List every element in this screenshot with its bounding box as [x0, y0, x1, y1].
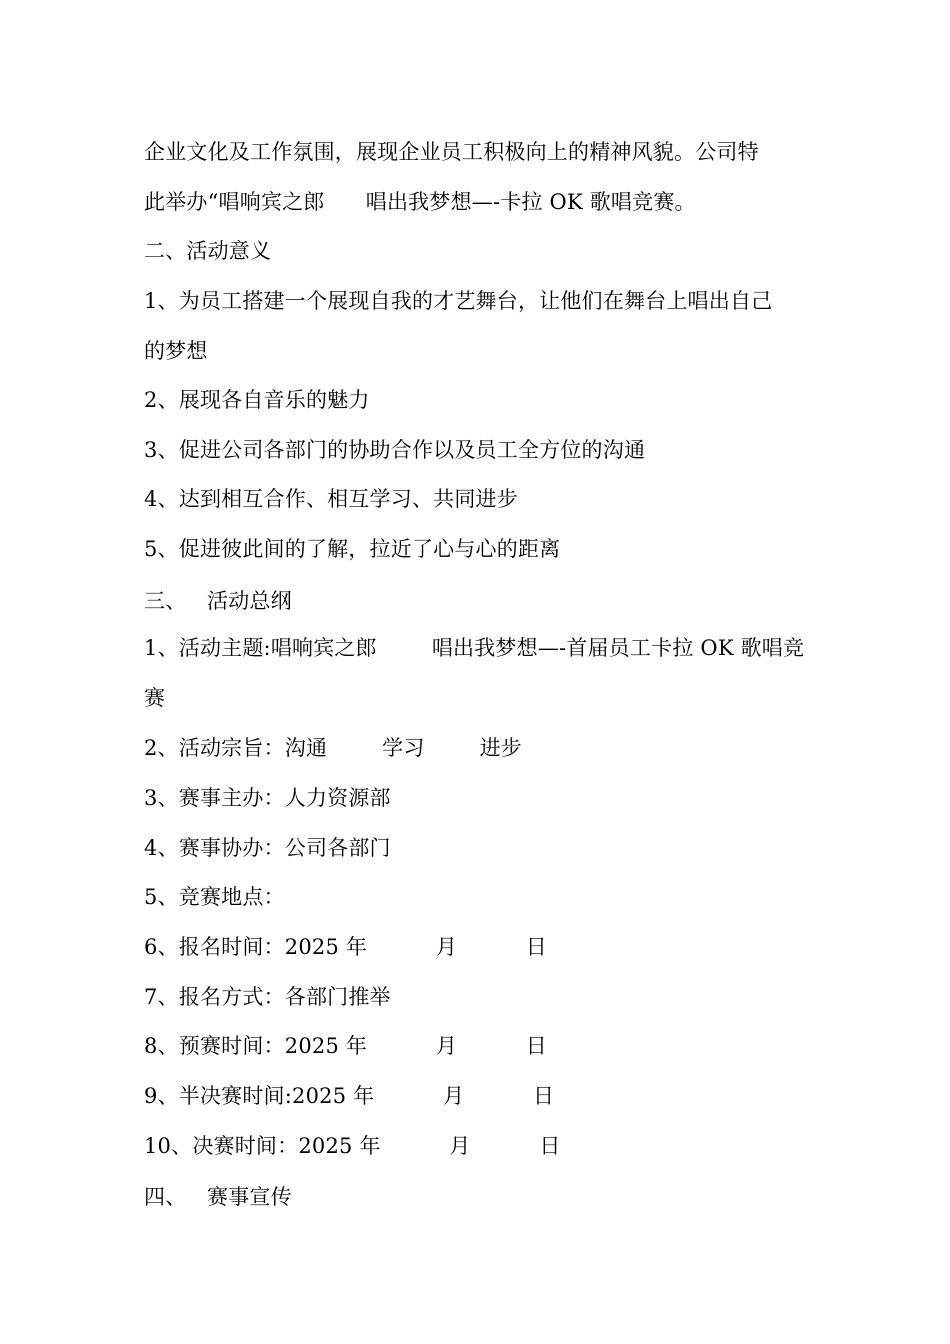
list-item: 4、达到相互合作、相互学习、共同进步: [144, 487, 518, 511]
list-item: 8、预赛时间：2025 年 月 日: [144, 1034, 547, 1058]
list-item: 7、报名方式：各部门推举: [144, 985, 391, 1009]
list-item: 1、活动主题:唱响宾之郎 唱出我梦想—-首届员工卡拉 OK 歌唱竞: [144, 636, 805, 660]
list-item: 10、决赛时间：2025 年 月 日: [144, 1134, 561, 1158]
list-item: 5、促进彼此间的了解，拉近了心与心的距离: [144, 537, 561, 561]
paragraph-line: 此举办“唱响宾之郎 唱出我梦想—-卡拉 OK 歌唱竞赛。: [144, 190, 696, 214]
list-item: 3、赛事主办：人力资源部: [144, 786, 391, 810]
section-heading: 三、 活动总纲: [144, 589, 292, 613]
section-heading: 四、 赛事宣传: [144, 1185, 292, 1209]
list-item: 6、报名时间：2025 年 月 日: [144, 935, 547, 959]
list-item: 5、竞赛地点：: [144, 885, 285, 909]
list-item: 2、活动宗旨：沟通 学习 进步: [144, 736, 522, 760]
list-item: 3、促进公司各部门的协助合作以及员工全方位的沟通: [144, 438, 646, 462]
list-item-continuation: 赛: [144, 686, 166, 710]
list-item: 9、半决赛时间:2025 年 月 日: [144, 1084, 555, 1108]
section-heading: 二、活动意义: [144, 239, 272, 263]
list-item: 4、赛事协办：公司各部门: [144, 836, 391, 860]
list-item: 2、展现各自音乐的魅力: [144, 388, 370, 412]
list-item: 1、为员工搭建一个展现自我的才艺舞台，让他们在舞台上唱出自己: [144, 289, 773, 313]
list-item-continuation: 的梦想: [144, 339, 208, 363]
paragraph-line: 企业文化及工作氛围，展现企业员工积极向上的精神风貌。公司特: [144, 140, 759, 164]
